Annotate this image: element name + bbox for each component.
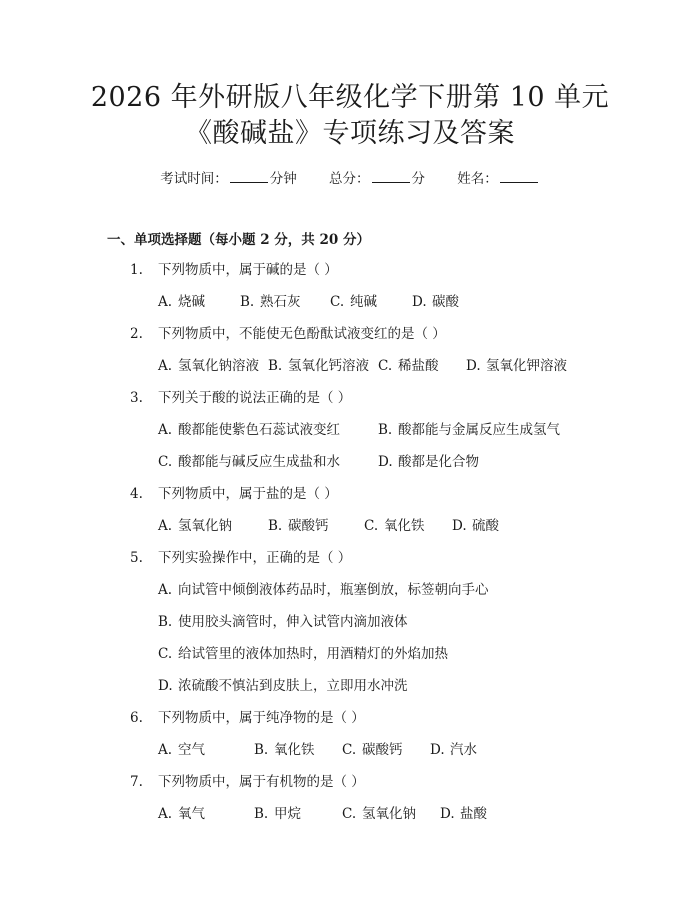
question-text: 下列物质中，属于碱的是（ ）	[158, 262, 338, 278]
option-letter: D.	[466, 358, 481, 374]
exam-time	[160, 171, 297, 187]
option-text: 向试管中倾倒液体药品时，瓶塞倒放，标签朝向手心	[178, 582, 489, 598]
option-c	[342, 804, 440, 824]
question-text: 下列关于酸的说法正确的是（ ）	[158, 390, 352, 406]
option-text: 氢氧化钾溶液	[486, 358, 567, 374]
option-c	[158, 452, 378, 472]
option-d	[466, 356, 567, 376]
question-text: 下列实验操作中，正确的是（ ）	[158, 550, 352, 566]
option-c	[158, 644, 448, 664]
exam-time-unit: 分钟	[269, 171, 297, 187]
exam-name	[457, 171, 540, 187]
option-c	[378, 356, 466, 376]
option-text: 酸都能与碱反应生成盐和水	[178, 454, 340, 470]
option-text: 酸都是化合物	[398, 454, 479, 470]
option-text: 碳酸钙	[288, 518, 329, 534]
option-c	[342, 740, 430, 760]
exam-name-label: 姓名：	[457, 171, 498, 187]
option-row	[158, 516, 499, 536]
option-text: 纯碱	[350, 294, 377, 310]
exam-name-blank	[500, 168, 538, 183]
exam-score-blank	[372, 168, 410, 183]
question-number: 3.	[130, 390, 143, 406]
question-stem	[130, 548, 351, 568]
exam-info	[0, 168, 700, 189]
exam-time-blank	[230, 168, 268, 183]
question-number: 7.	[130, 774, 143, 790]
option-letter: C.	[364, 518, 379, 534]
option-letter: D.	[412, 294, 427, 310]
option-letter: D.	[452, 518, 467, 534]
option-letter: A.	[158, 806, 173, 822]
option-d	[412, 292, 459, 312]
option-letter: D.	[378, 454, 393, 470]
option-d	[452, 516, 499, 536]
option-letter: B.	[378, 422, 393, 438]
option-d	[430, 740, 477, 760]
option-letter: C.	[378, 358, 393, 374]
option-b	[240, 292, 330, 312]
question-number: 2.	[130, 326, 143, 342]
option-letter: A.	[158, 742, 173, 758]
option-b	[158, 612, 408, 632]
option-text: 酸都能与金属反应生成氢气	[398, 422, 560, 438]
question-number: 6.	[130, 710, 143, 726]
section-title: 一、单项选择题（每小题 2 分，共 20 分）	[107, 232, 370, 248]
option-row	[158, 292, 459, 312]
option-text: 硫酸	[472, 518, 499, 534]
option-d	[440, 804, 487, 824]
option-text: 浓硫酸不慎沾到皮肤上，立即用水冲洗	[178, 678, 408, 694]
option-letter: A.	[158, 294, 173, 310]
question-stem	[130, 388, 351, 408]
option-text: 氢氧化钙溶液	[288, 358, 369, 374]
option-letter: B.	[268, 358, 283, 374]
option-d	[378, 452, 479, 472]
option-text: 碳酸钙	[362, 742, 403, 758]
option-row	[158, 676, 408, 696]
question-number: 1.	[130, 262, 143, 278]
option-letter: A.	[158, 358, 173, 374]
option-text: 稀盐酸	[398, 358, 439, 374]
option-a	[158, 804, 254, 824]
exam-score	[329, 171, 425, 187]
question-text: 下列物质中，属于纯净物的是（ ）	[158, 710, 365, 726]
question-stem	[130, 708, 365, 728]
question-stem	[130, 772, 365, 792]
option-text: 空气	[178, 742, 205, 758]
question-text: 下列物质中，属于盐的是（ ）	[158, 486, 338, 502]
option-text: 熟石灰	[260, 294, 301, 310]
option-row	[158, 740, 477, 760]
option-letter: A.	[158, 422, 173, 438]
option-text: 氢氧化钠溶液	[178, 358, 259, 374]
option-text: 氧气	[178, 806, 205, 822]
option-b	[254, 804, 342, 824]
option-text: 氧化铁	[274, 742, 315, 758]
option-d	[158, 676, 408, 696]
exam-score-label: 总分：	[329, 171, 370, 187]
option-letter: C.	[330, 294, 345, 310]
option-row	[158, 612, 408, 632]
option-letter: C.	[158, 454, 173, 470]
option-text: 盐酸	[460, 806, 487, 822]
option-row	[158, 356, 567, 376]
option-a	[158, 356, 268, 376]
option-text: 酸都能使紫色石蕊试液变红	[178, 422, 340, 438]
question-number: 4.	[130, 486, 143, 502]
exam-score-unit: 分	[411, 171, 425, 187]
option-row	[158, 580, 489, 600]
option-row	[158, 452, 479, 472]
question-stem	[130, 260, 338, 280]
option-letter: B.	[254, 806, 269, 822]
question-stem	[130, 484, 338, 504]
option-b	[268, 516, 364, 536]
option-letter: A.	[158, 582, 173, 598]
option-letter: D.	[430, 742, 445, 758]
option-letter: C.	[342, 742, 357, 758]
option-c	[330, 292, 412, 312]
question-text: 下列物质中，不能使无色酚酞试液变红的是（ ）	[158, 326, 446, 342]
option-letter: C.	[342, 806, 357, 822]
option-text: 烧碱	[178, 294, 205, 310]
option-text: 汽水	[450, 742, 477, 758]
question-stem	[130, 324, 446, 344]
option-letter: B.	[254, 742, 269, 758]
option-a	[158, 292, 240, 312]
option-b	[378, 420, 560, 440]
document-title-line-1: 2026 年外研版八年级化学下册第 10 单元	[90, 82, 610, 113]
option-b	[254, 740, 342, 760]
option-letter: C.	[158, 646, 173, 662]
option-letter: A.	[158, 518, 173, 534]
option-a	[158, 516, 268, 536]
question-text: 下列物质中，属于有机物的是（ ）	[158, 774, 365, 790]
document-title-line-2: 《酸碱盐》专项练习及答案	[185, 118, 515, 149]
option-text: 氢氧化钠	[362, 806, 416, 822]
question-number: 5.	[130, 550, 143, 566]
option-row	[158, 644, 448, 664]
option-row	[158, 804, 487, 824]
option-letter: D.	[158, 678, 173, 694]
option-a	[158, 740, 254, 760]
option-text: 氧化铁	[384, 518, 425, 534]
option-letter: B.	[268, 518, 283, 534]
option-letter: D.	[440, 806, 455, 822]
exam-time-label: 考试时间：	[160, 171, 228, 187]
option-c	[364, 516, 452, 536]
option-text: 碳酸	[432, 294, 459, 310]
option-text: 氢氧化钠	[178, 518, 232, 534]
option-text: 使用胶头滴管时，伸入试管内滴加液体	[178, 614, 408, 630]
option-letter: B.	[240, 294, 255, 310]
option-a	[158, 580, 489, 600]
option-a	[158, 420, 378, 440]
option-text: 给试管里的液体加热时，用酒精灯的外焰加热	[178, 646, 448, 662]
option-row	[158, 420, 560, 440]
option-letter: B.	[158, 614, 173, 630]
option-b	[268, 356, 378, 376]
option-text: 甲烷	[274, 806, 301, 822]
